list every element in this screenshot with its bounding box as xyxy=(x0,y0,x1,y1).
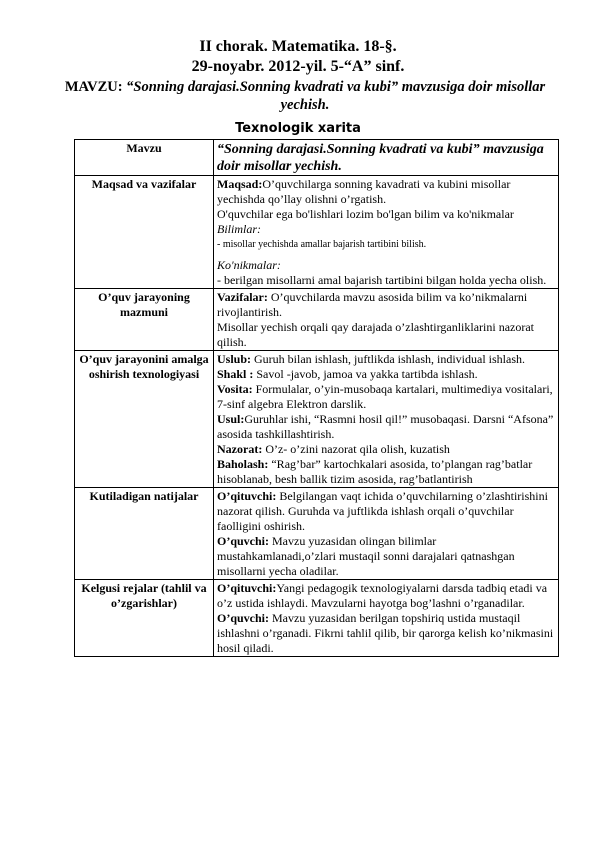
row-mazmun xyxy=(75,289,559,351)
kelgusi-oqituvchi-text: Yangi pedagogik texnologiyalarni darsda tadbiq etadi va o’z ustida ishlaydi. Mavzularni hayotga bog’lashni o’rganadilar. xyxy=(217,581,548,610)
shakl-label: Shakl : xyxy=(217,367,254,381)
baholash-label: Baholash: xyxy=(217,457,272,471)
shakl-text: Savol -javob, jamoa va yakka tartibda ishlash. xyxy=(253,367,478,381)
row-texnologiya-value xyxy=(214,351,559,488)
mazmun-line2: Misollar yechish orqali qay darajada o’zlashtirganliklarini nazorat qilish. xyxy=(217,320,534,349)
natijalar-oqituvchi-text: Belgilangan vaqt ichida o’quvchilarning o’zlashtirishini nazorat qilish. Guruhda va juftlikda ishlash orqali o’quvchilar faolligini oshirish. xyxy=(217,489,548,533)
row-kelgusi xyxy=(75,580,559,657)
nazorat-text: O’z- o’zini nazorat qila olish, kuzatish xyxy=(262,442,450,456)
baholash-text: “Rag’bar” kartochkalari asosida, to’plangan rag’batlar hisoblanab, besh ballik tizim asosida, rag’batlantirish xyxy=(217,457,533,486)
row-mavzu-value: “Sonning darajasi.Sonning kvadrati va kubi” mavzusiga doir misollar yechish. xyxy=(214,140,559,176)
header-date: 29-noyabr. 2012-yil. 5-“A” sinf. xyxy=(191,58,405,75)
kelgusi-oqituvchi-label: O’qituvchi: xyxy=(217,581,277,595)
row-mazmun-value xyxy=(214,289,559,351)
row-mazmun-label: O’quv jarayoning mazmuni xyxy=(75,289,214,351)
uslub-text: Guruh bilan ishlash, juftlikda ishlash, individual ishlash. xyxy=(251,352,525,366)
technology-map-table xyxy=(74,139,559,657)
usul-label: Usul: xyxy=(217,412,245,426)
vazifalar-label: Vazifalar: xyxy=(217,290,268,304)
usul-text: Guruhlar ishi, “Rasmni hosil qil!” musobaqasi. Darsni “Afsona” asosida tashkillashtirish. xyxy=(217,412,554,441)
row-kelgusi-label: Kelgusi rejalar (tahlil va o’zgarishlar) xyxy=(75,580,214,657)
bilim-item: - misollar yechishda amallar bajarish tartibini bilish. xyxy=(217,239,427,250)
row-maqsad xyxy=(75,176,559,289)
topic-text: “Sonning darajasi.Sonning kvadrati va kubi” mavzusiga doir misollar yechish. xyxy=(126,79,546,113)
maqsad-text: O’quvchilarga sonning kavadrati va kubini misollar yechishda qo’llay olishni o’rgatish. xyxy=(217,177,511,206)
kelgusi-oquvchi-label: O’quvchi: xyxy=(217,611,270,625)
row-mavzu-label: Mavzu xyxy=(75,140,214,176)
kelgusi-oquvchi-text: Mavzu yuzasidan berilgan topshiriq ustida mustaqil ishlashni o’rganadi. Fikrni tahlil qilib, bir qarorga kelish ko’nikmasini hosil qiladi. xyxy=(217,611,554,655)
row-natijalar-label: Kutiladigan natijalar xyxy=(75,488,214,580)
natijalar-oquvchi-label: O’quvchi: xyxy=(217,534,270,548)
header-chorak: II chorak. Matematika. 18-§. xyxy=(199,38,397,55)
row-natijalar xyxy=(75,488,559,580)
vazifalar-text: O’quvchilarda mavzu asosida bilim va ko’nikmalarni rivojlantirish. xyxy=(217,290,528,319)
header-topic xyxy=(60,78,550,114)
natijalar-oqituvchi-label: O’qituvchi: xyxy=(217,489,277,503)
bilimlar-label: Bilimlar: xyxy=(217,222,261,236)
nazorat-label: Nazorat: xyxy=(217,442,263,456)
row-maqsad-value xyxy=(214,176,559,289)
row-texnologiya xyxy=(75,351,559,488)
uslub-label: Uslub: xyxy=(217,352,252,366)
maqsad-label: Maqsad: xyxy=(217,177,263,191)
topic-label: MAVZU: xyxy=(64,79,123,95)
konikmalar-label: Ko'nikmalar: xyxy=(217,258,281,272)
vosita-label: Vosita: xyxy=(217,382,253,396)
natijalar-oquvchi-text: Mavzu yuzasidan olingan bilimlar mustahkamlanadi,o’zlari mustaqil sonni darajalari qatnashgan misollarni yecha oladilar. xyxy=(217,534,515,578)
row-natijalar-value xyxy=(214,488,559,580)
row-texnologiya-label: O’quv jarayonini amalga oshirish texnologiyasi xyxy=(75,351,214,488)
vosita-text: Formulalar, o’yin-musobaqa kartalari, multimediya vositalari, 7-sinf algebra Elektron darslik. xyxy=(217,382,553,411)
konikma-item: - berilgan misollarni amal bajarish tartibini bilgan holda yecha olish. xyxy=(217,273,547,287)
header-subtitle: Texnologik xarita xyxy=(235,121,361,136)
row-maqsad-label: Maqsad va vazifalar xyxy=(75,176,214,289)
row-mavzu xyxy=(75,140,559,176)
maqsad-line2: O'quvchilar ega bo'lishlari lozim bo'lgan bilim va ko'nikmalar xyxy=(217,207,514,221)
row-kelgusi-value xyxy=(214,580,559,657)
